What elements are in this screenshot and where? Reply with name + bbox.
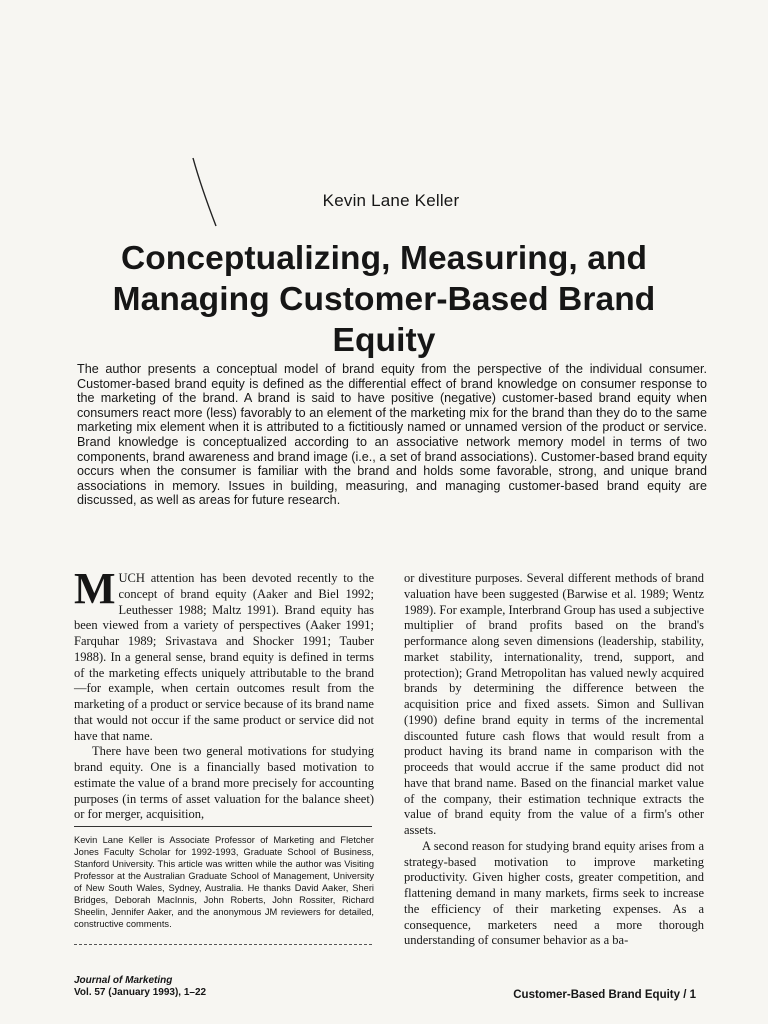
- title-line-3: Equity: [332, 322, 436, 359]
- title-line-1: Conceptualizing, Measuring, and: [120, 240, 648, 277]
- journal-citation: [74, 975, 206, 998]
- paragraph-text: attention has been devoted recently to the concept of brand equity (Aaker and Biel 1992; Leuthesser 1988; Maltz 1991). Brand equity has been viewed from a variety of perspectives (Aaker 1991; Farquhar 1989; Srivastava and Shocker 1991; Tauber 1988). In a general sense, brand equity is defined in terms of the marketing effects uniquely attributable to the brand—for example, when certain outcomes result from the marketing of a product or service because of its brand name that would not occur if the same product or service did not have that name.: [74, 571, 374, 743]
- author-name: Kevin Lane Keller: [322, 191, 460, 210]
- author-footnote: Kevin Lane Keller is Associate Professor of Marketing and Fletcher Jones Faculty Scholar for 1992-1993, Graduate School of Business, Stanford University. This article was written while the author was Visiting Professor at the Australian Graduate School of Management, University of New South Wales, Sydney, Australia. He thanks David Aaker, Sheri Bridges, Deborah MacInnis, John Roberts, John Rossiter, Richard Sheelin, Jennifer Aaker, and the anonymous JM reviewers for detailed, constructive comments.: [74, 835, 374, 929]
- drop-cap: M: [74, 564, 116, 613]
- journal-volume: Vol. 57 (January 1993), 1–22: [74, 986, 207, 998]
- body-paragraph: or divestiture purposes. Several different methods of brand valuation have been suggested (Barwise et al. 1989; Wentz 1989). For example, Interbrand Group has used a subjective multiplier of brand profits based on the brand's performance along seven dimensions (leadership, stability, market stability, internationality, trend, support, and protection); Grand Metropolitan has valued newly acquired brands by determining the difference between the acquisition price and fixed assets. Simon and Sullivan (1990) define brand equity in terms of the incremental discounted future cash flows that would result from a product having its brand name in comparison with the proceeds that would accrue if the same product did not have that brand name. Based on the financial market value of the company, their estimation technique extracts the value of brand equity from the value of a firm's other assets.: [404, 571, 704, 837]
- article-title: [60, 238, 708, 361]
- title-line-2: Managing Customer-Based Brand: [112, 281, 656, 318]
- abstract: The author presents a conceptual model of brand equity from the perspective of the individual consumer. Customer-based brand equity is defined as the differential effect of brand knowledge on consumer response to the marketing of the brand. A brand is said to have positive (negative) customer-based brand equity when consumers react more (less) favorably to an element of the marketing mix for the brand than they do to the same marketing mix element when it is attributed to a fictitiously named or unnamed version of the product or service. Brand knowledge is conceptualized according to an associative network memory model in terms of two components, brand awareness and brand image (i.e., a set of brand associations). Customer-based brand equity occurs when the consumer is familiar with the brand and holds some favorable, strong, and unique brand associations in memory. Issues in building, measuring, and managing customer-based brand equity are discussed, as well as areas for future research.: [77, 362, 707, 508]
- body-column-right: [404, 571, 704, 949]
- footnote-end-rule: [74, 944, 372, 945]
- footnote-divider: [74, 826, 372, 827]
- running-head-page-number: Customer-Based Brand Equity / 1: [513, 989, 696, 1001]
- journal-name: Journal of Marketing: [74, 975, 173, 986]
- lead-word: UCH: [118, 571, 145, 585]
- body-paragraph: There have been two general motivations for studying brand equity. One is a financially based motivation to estimate the value of a brand more precisely for accounting purposes (in terms of asset valuation for the balance sheet) or for merger, acquisition,: [74, 744, 374, 822]
- body-column-left: [74, 564, 374, 823]
- body-paragraph: [74, 564, 374, 744]
- body-paragraph: A second reason for studying brand equity arises from a strategy-based motivation to improve marketing productivity. Given higher costs, greater competition, and flattening demand in many markets, firms seek to increase the efficiency of their marketing expenses. As a consequence, marketers need a more thorough understanding of consumer behavior as a ba-: [404, 838, 704, 948]
